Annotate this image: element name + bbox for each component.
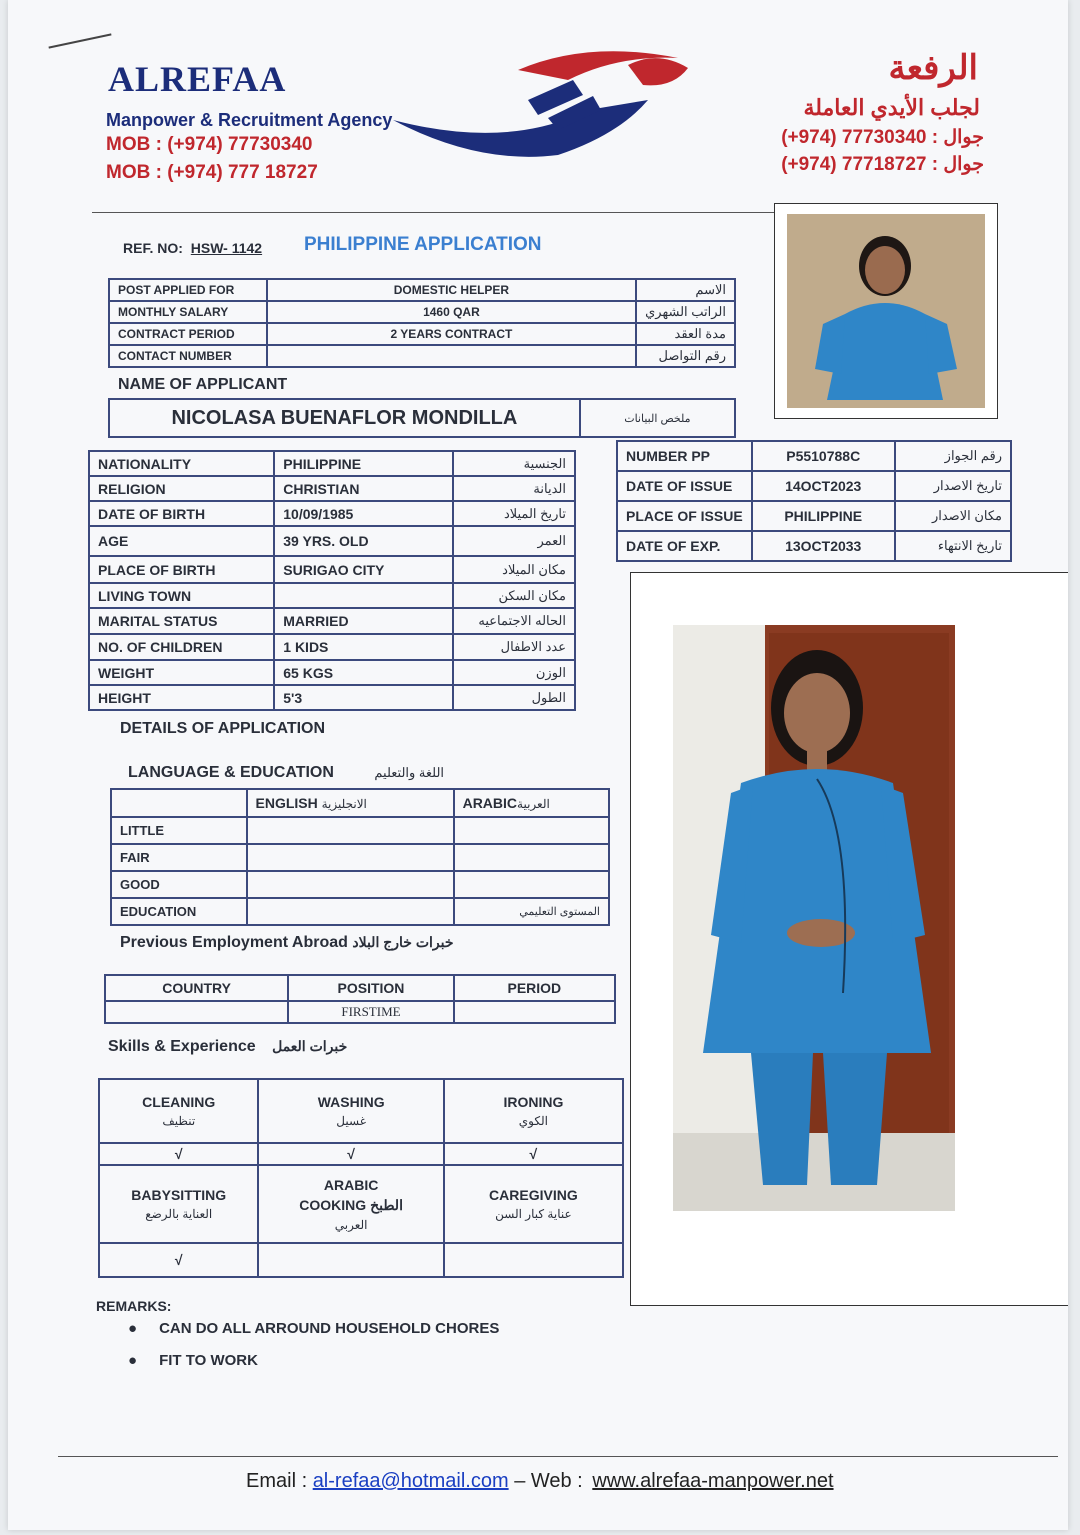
applicant-name-ar: ملخص البيانات bbox=[580, 399, 735, 437]
passport-label: PLACE OF ISSUE bbox=[617, 501, 752, 531]
logo-hand-icon bbox=[388, 40, 728, 160]
job-label: CONTRACT PERIOD bbox=[109, 323, 267, 345]
job-label-ar: الاسم bbox=[636, 279, 735, 301]
personal-label: MARITAL STATUS bbox=[89, 608, 274, 634]
passport-label-ar: مكان الاصدار bbox=[895, 501, 1011, 531]
personal-row bbox=[89, 526, 575, 556]
brand-name: ALREFAA bbox=[108, 59, 287, 99]
skill-name: IRONING bbox=[503, 1094, 564, 1110]
personal-value: PHILIPPINE bbox=[274, 451, 453, 476]
applicant-photo-large bbox=[630, 572, 1068, 1306]
job-label: POST APPLIED FOR bbox=[109, 279, 267, 301]
col-english bbox=[247, 789, 454, 817]
skill-name-ar: عناية كبار السن bbox=[495, 1207, 572, 1221]
language-title-ar: اللغة والتعليم bbox=[374, 765, 445, 780]
col-english-ar: الانجليزية bbox=[321, 797, 367, 811]
skill-name: WASHING bbox=[317, 1094, 385, 1110]
personal-label: WEIGHT bbox=[89, 660, 274, 685]
personal-row bbox=[89, 634, 575, 660]
remark-text: CAN DO ALL ARROUND HOUSEHOLD CHORES bbox=[159, 1320, 500, 1337]
skill-name: CAREGIVING bbox=[489, 1187, 578, 1203]
personal-row bbox=[89, 608, 575, 634]
passport-row bbox=[617, 501, 1011, 531]
arabic-cell bbox=[454, 871, 609, 898]
passport-label: NUMBER PP bbox=[617, 441, 752, 471]
personal-row bbox=[89, 660, 575, 685]
personal-value: MARRIED bbox=[274, 608, 453, 634]
email-link[interactable]: al-refaa@hotmail.com bbox=[312, 1470, 509, 1492]
passport-value: 13OCT2033 bbox=[752, 531, 895, 561]
job-row bbox=[109, 279, 735, 301]
ref-line bbox=[123, 240, 262, 256]
skill-name: BABYSITTING bbox=[131, 1187, 227, 1203]
web-label: – Web : bbox=[514, 1470, 583, 1492]
personal-label-ar: الطول bbox=[453, 685, 575, 710]
brand-tagline-ar: لجلب الأيدي العاملة bbox=[803, 95, 980, 120]
passport-label: DATE OF ISSUE bbox=[617, 471, 752, 501]
skill-name-ar: العربي bbox=[334, 1217, 368, 1232]
personal-label-ar: العمر bbox=[453, 526, 575, 556]
col-arabic-en: ARABIC bbox=[462, 795, 518, 811]
skill-cell bbox=[258, 1165, 443, 1243]
english-cell bbox=[247, 898, 454, 925]
employment-title bbox=[120, 934, 454, 952]
skills-title-en: Skills & Experience bbox=[108, 1038, 256, 1055]
personal-label: AGE bbox=[89, 526, 274, 556]
employment-cell bbox=[454, 1001, 615, 1023]
applicant-name-table bbox=[108, 398, 736, 438]
passport-row bbox=[617, 531, 1011, 561]
language-corner bbox=[111, 789, 247, 817]
employment-cell bbox=[105, 1001, 288, 1023]
mobile-1: MOB : (+974) 77730340 bbox=[106, 134, 313, 155]
employment-col: POSITION bbox=[288, 975, 453, 1001]
passport-row bbox=[617, 441, 1011, 471]
web-link[interactable]: www.alrefaa-manpower.net bbox=[592, 1470, 834, 1492]
personal-label-ar: مكان الميلاد bbox=[453, 556, 575, 583]
skill-name: CLEANING bbox=[142, 1094, 216, 1110]
language-table bbox=[110, 788, 610, 926]
job-label-ar: مدة العقد bbox=[636, 323, 735, 345]
skill-name-2: COOKING الطبخ bbox=[299, 1196, 403, 1213]
corner-mark bbox=[48, 33, 111, 48]
job-label: MONTHLY SALARY bbox=[109, 301, 267, 323]
language-level: GOOD bbox=[111, 871, 247, 898]
details-label: DETAILS OF APPLICATION bbox=[120, 720, 326, 737]
personal-value: SURIGAO CITY bbox=[274, 556, 453, 583]
mobile-2-ar: (+974) 77718727 : جوال bbox=[781, 154, 984, 175]
bullet-icon: ● bbox=[128, 1352, 138, 1369]
personal-row bbox=[89, 583, 575, 608]
remark-item bbox=[128, 1352, 258, 1369]
col-english-en: ENGLISH bbox=[255, 795, 318, 811]
skill-name: ARABIC bbox=[323, 1176, 379, 1193]
employment-cell: FIRSTIME bbox=[288, 1001, 453, 1023]
passport-value: P5510788C bbox=[752, 441, 895, 471]
job-label: CONTACT NUMBER bbox=[109, 345, 267, 367]
personal-label-ar: الديانة bbox=[453, 476, 575, 501]
personal-label: LIVING TOWN bbox=[89, 583, 274, 608]
passport-table bbox=[616, 440, 1012, 562]
remarks-title: REMARKS: bbox=[96, 1298, 172, 1314]
personal-label: RELIGION bbox=[89, 476, 274, 501]
personal-label: DATE OF BIRTH bbox=[89, 501, 274, 526]
application-page bbox=[8, 0, 1068, 1530]
personal-value: 1 KIDS bbox=[274, 634, 453, 660]
job-value: 1460 QAR bbox=[267, 301, 636, 323]
personal-row bbox=[89, 476, 575, 501]
applicant-name-label: NAME OF APPLICANT bbox=[118, 376, 288, 393]
personal-label-ar: الحاله الاجتماعيه bbox=[453, 608, 575, 634]
language-level: EDUCATION bbox=[111, 898, 247, 925]
job-value bbox=[267, 345, 636, 367]
skill-name-ar: الكوي bbox=[518, 1114, 548, 1128]
english-cell bbox=[247, 844, 454, 871]
education-ar: المستوى التعليمي bbox=[454, 898, 609, 925]
personal-value: 65 KGS bbox=[274, 660, 453, 685]
passport-value: PHILIPPINE bbox=[752, 501, 895, 531]
remark-text: FIT TO WORK bbox=[159, 1352, 258, 1369]
job-row bbox=[109, 345, 735, 367]
arabic-cell bbox=[454, 817, 609, 844]
language-title bbox=[128, 764, 444, 782]
language-level: FAIR bbox=[111, 844, 247, 871]
employment-title-ar: خبرات خارج البلاد bbox=[352, 934, 454, 950]
personal-label-ar: عدد الاطفال bbox=[453, 634, 575, 660]
job-value: 2 YEARS CONTRACT bbox=[267, 323, 636, 345]
skill-cell bbox=[258, 1079, 443, 1143]
passport-label: DATE OF EXP. bbox=[617, 531, 752, 561]
job-label-ar: الراتب الشهري bbox=[636, 301, 735, 323]
personal-label-ar: الوزن bbox=[453, 660, 575, 685]
employment-table bbox=[104, 974, 616, 1024]
english-cell bbox=[247, 871, 454, 898]
skills-title-ar: خبرات العمل bbox=[272, 1038, 348, 1054]
personal-label: PLACE OF BIRTH bbox=[89, 556, 274, 583]
skill-name-ar: تنظيف bbox=[162, 1114, 196, 1128]
passport-row bbox=[617, 471, 1011, 501]
personal-value bbox=[274, 583, 453, 608]
skill-name-ar: العناية بالرضع bbox=[145, 1207, 213, 1221]
job-row bbox=[109, 323, 735, 345]
passport-value: 14OCT2023 bbox=[752, 471, 895, 501]
personal-label-ar: الجنسية bbox=[453, 451, 575, 476]
skills-table bbox=[98, 1078, 624, 1278]
job-value: DOMESTIC HELPER bbox=[267, 279, 636, 301]
language-row bbox=[111, 871, 609, 898]
employment-title-en: Previous Employment Abroad bbox=[120, 934, 348, 951]
applicant-photo-small bbox=[774, 203, 998, 419]
skill-check bbox=[258, 1243, 443, 1277]
job-table bbox=[108, 278, 736, 368]
email-label: Email : bbox=[246, 1470, 308, 1492]
employment-col: COUNTRY bbox=[105, 975, 288, 1001]
ref-value: HSW- 1142 bbox=[190, 240, 263, 256]
skill-cell bbox=[99, 1079, 258, 1143]
language-level: LITTLE bbox=[111, 817, 247, 844]
col-arabic-ar: العربية bbox=[517, 797, 550, 811]
personal-label-ar: تاريخ الميلاد bbox=[453, 501, 575, 526]
passport-label-ar: رقم الجواز bbox=[895, 441, 1011, 471]
skill-cell bbox=[444, 1165, 623, 1243]
personal-row bbox=[89, 685, 575, 710]
personal-value: 10/09/1985 bbox=[274, 501, 453, 526]
bullet-icon: ● bbox=[128, 1320, 138, 1337]
mobile-1-ar: (+974) 77730340 : جوال bbox=[781, 127, 984, 148]
portrait-large-icon bbox=[631, 573, 1068, 1305]
job-label-ar: رقم التواصل bbox=[636, 345, 735, 367]
language-row bbox=[111, 817, 609, 844]
skill-check: √ bbox=[99, 1243, 258, 1277]
footer-divider bbox=[58, 1456, 1058, 1457]
personal-label: NO. OF CHILDREN bbox=[89, 634, 274, 660]
brand-name-ar: الرفعة bbox=[888, 49, 978, 87]
personal-row bbox=[89, 451, 575, 476]
english-cell bbox=[247, 817, 454, 844]
personal-row bbox=[89, 556, 575, 583]
language-row bbox=[111, 844, 609, 871]
personal-label: HEIGHT bbox=[89, 685, 274, 710]
language-row bbox=[111, 898, 609, 925]
mobile-2: MOB : (+974) 777 18727 bbox=[106, 162, 318, 183]
personal-value: 39 YRS. OLD bbox=[274, 526, 453, 556]
personal-label: NATIONALITY bbox=[89, 451, 274, 476]
skill-check: √ bbox=[444, 1143, 623, 1165]
passport-label-ar: تاريخ الاصدار bbox=[895, 471, 1011, 501]
arabic-cell bbox=[454, 844, 609, 871]
footer-contact bbox=[246, 1470, 834, 1493]
skill-check: √ bbox=[258, 1143, 443, 1165]
application-title: PHILIPPINE APPLICATION bbox=[304, 234, 542, 255]
job-row bbox=[109, 301, 735, 323]
brand-tagline: Manpower & Recruitment Agency bbox=[106, 110, 393, 130]
language-title-en: LANGUAGE & EDUCATION bbox=[128, 764, 334, 781]
skill-check: √ bbox=[99, 1143, 258, 1165]
personal-label-ar: مكان السكن bbox=[453, 583, 575, 608]
portrait-small-icon bbox=[775, 204, 997, 418]
skills-title bbox=[108, 1038, 347, 1056]
applicant-name: NICOLASA BUENAFLOR MONDILLA bbox=[109, 399, 580, 437]
passport-label-ar: تاريخ الانتهاء bbox=[895, 531, 1011, 561]
ref-label: REF. NO: bbox=[123, 240, 183, 256]
skill-name-ar: غسيل bbox=[336, 1114, 366, 1128]
col-arabic bbox=[454, 789, 609, 817]
personal-table bbox=[88, 450, 576, 711]
personal-value: CHRISTIAN bbox=[274, 476, 453, 501]
employment-col: PERIOD bbox=[454, 975, 615, 1001]
skill-cell bbox=[444, 1079, 623, 1143]
personal-value: 5'3 bbox=[274, 685, 453, 710]
remark-item bbox=[128, 1320, 499, 1337]
skill-check bbox=[444, 1243, 623, 1277]
personal-row bbox=[89, 501, 575, 526]
skill-cell bbox=[99, 1165, 258, 1243]
